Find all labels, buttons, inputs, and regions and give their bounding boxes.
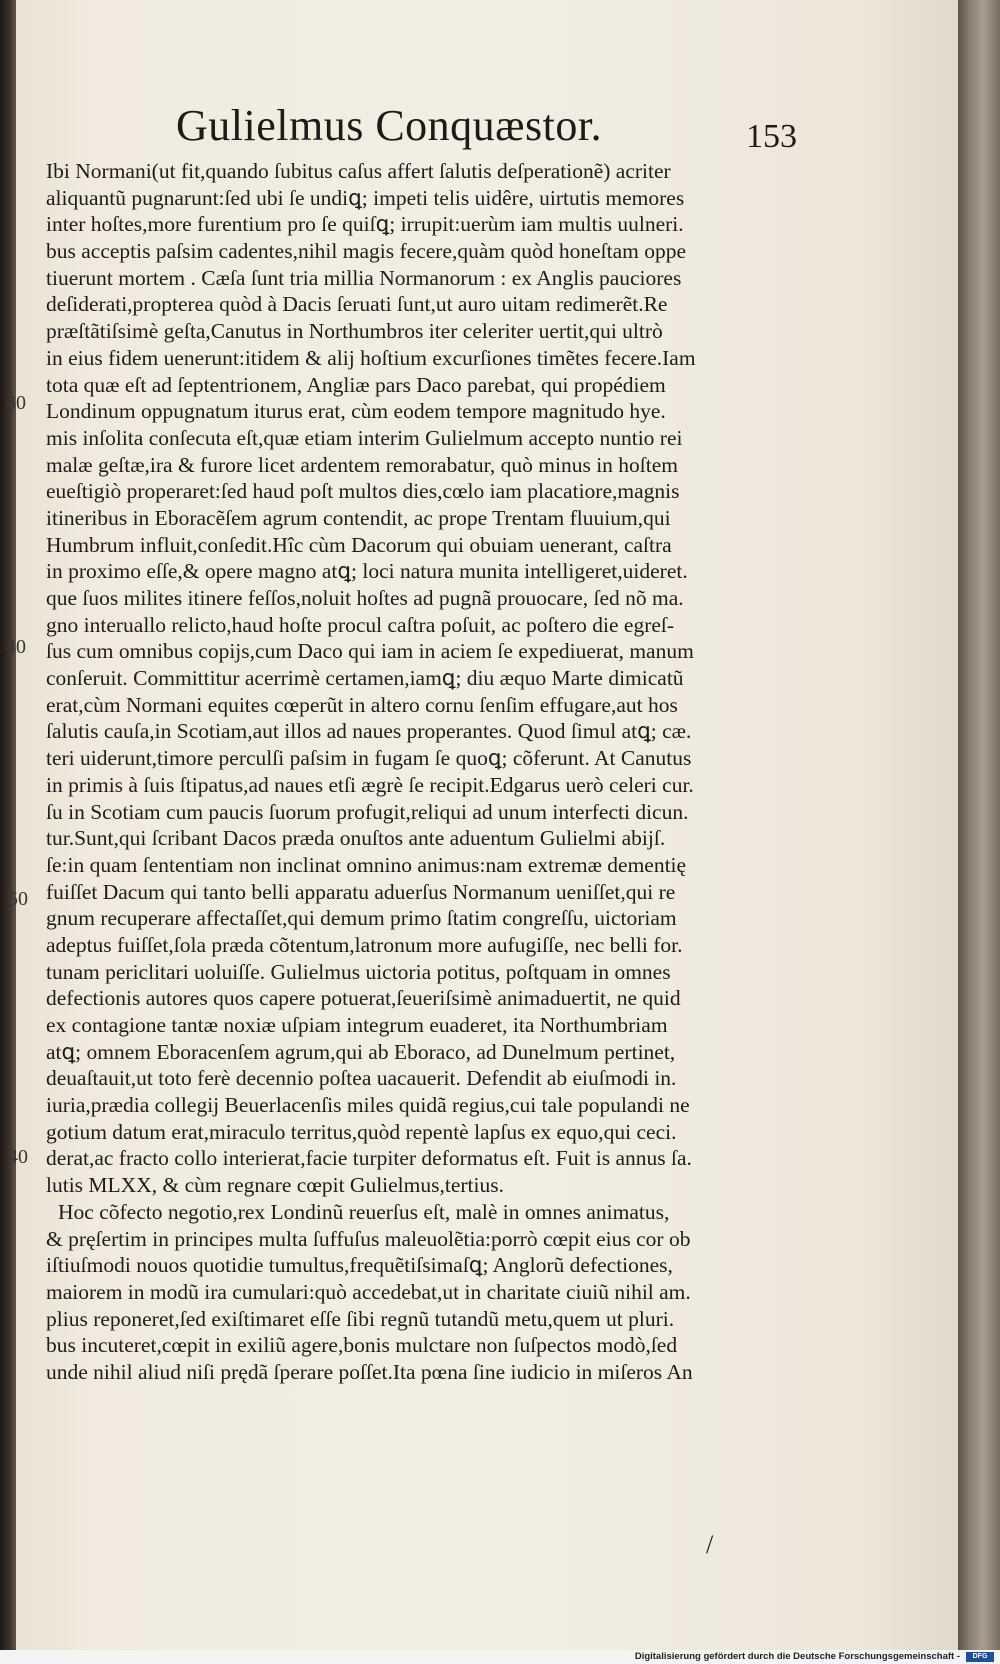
text-line: atꝗ; omnem Eboracenſem agrum,qui ab Eboraco, ad Dunelmum pertinet, [46, 1039, 676, 1064]
text-line: ſalutis cauſa,in Scotiam,aut illos ad naues properantes. Quod ſimul atꝗ; cæ. [46, 719, 692, 744]
dfg-logo-icon: DFG [966, 1652, 994, 1662]
text-line: ſe:in quam ſententiam non inclinat omnino animus:nam extremæ dementię [46, 852, 687, 877]
text-line: deuaſtauit,ut toto ferè decennio poſtea uacauerit. Defendit ab eiuſmodi in. [46, 1066, 677, 1091]
text-line: tiuerunt mortem . Cæſa ſunt tria millia Normanorum : ex Anglis pauciores [46, 265, 682, 290]
text-line: iſtiuſmodi nouos quotidie tumultus,frequẽtiſsimaſꝗ; Anglorũ defectiones, [46, 1253, 673, 1278]
text-line: que ſuos milites itinere feſſos,noluit hoſtes ad pugnã prouocare, ſed nõ ma. [46, 586, 684, 610]
running-title: Gulielmus Conquæstor. [176, 101, 603, 150]
text-line: gotium datum erat,miraculo territus,quòd repentè lapſus ex equo,qui ceci. [46, 1119, 677, 1144]
text-line: lutis MLXX, & cùm regnare cœpit Gulielmus,tertius. [46, 1173, 504, 1198]
text-line: derat,ac fracto collo interierat,facie turpiter deformatus eſt. Fuit is annus ſa. [46, 1146, 692, 1171]
text-line: itineribus in Eboracẽſem agrum contendit, ac prope Trentam fluuium,qui [46, 505, 671, 530]
text-line: gnum recuperare affectaſſet,qui demum primo ſtatim congreſſu, uictoriam [46, 906, 677, 931]
page-number: 153 [746, 118, 797, 155]
text-line: mis inſolita conſecuta eſt,quæ etiam interim Gulielmum accepto nuntio rei [46, 425, 683, 450]
text-line: maiorem in modũ ira cumulari:quò accedebat,ut in charitate ciuiũ nihil am. [46, 1279, 691, 1304]
text-line: Ibi Normani(ut fit,quando ſubitus caſus affert ſalutis deſperationẽ) acriter [46, 159, 671, 183]
text-line: malæ geſtæ,ira & furore licet ardentem remorabatur, quò minus in hoſtem [46, 452, 679, 477]
text-line: & pręſertim in principes multa ſuffuſus maleuolẽtia:porrò cœpit eius cor ob [46, 1226, 691, 1251]
text-line: eueſtigiò properaret:ſed haud poſt multos dies,cœlo iam placatiore,magnis [46, 479, 680, 504]
text-line: iuria,prædia collegij Beuerlacenſis miles quidã regius,cui tale populandi ne [46, 1093, 690, 1118]
digitization-bar [0, 1650, 1000, 1664]
text-line: adeptus fuiſſet,ſola præda cõtentum,latronum more aufugiſſe, nec belli for. [46, 932, 683, 957]
text-line: defectionis autores quos capere potuerat,ſeueriſsimè animaduertit, ne quid [46, 986, 681, 1011]
text-line: ſus cum omnibus copijs,cum Daco qui iam in aciem ſe expediuerat, manum [46, 639, 694, 664]
text-line: gno interuallo relicto,haud hoſte procul caſtra poſuit, ac poſtero die egreſ- [46, 612, 675, 637]
text-line: ſu in Scotiam cum paucis ſuorum profugit,reliqui ad unum interfecti dicun. [46, 799, 689, 824]
text-line: tota quæ eſt ad ſeptentrionem, Angliæ pars Daco parebat, qui propédiem [46, 372, 666, 397]
text-line: fuiſſet Dacum qui tanto belli apparatu aduerſus Normanum ueniſſet,qui re [46, 879, 676, 904]
text-line: præſtãtiſsimè geſta,Canutus in Northumbros iter celeriter uertit,qui ultrò [46, 319, 663, 344]
text-line: erat,cùm Normani equites cœperũt in altero cornu ſenſim effugare,aut hos [46, 692, 678, 717]
margin-number: 40 [8, 1146, 28, 1168]
margin-number: 50 [8, 888, 28, 910]
text-line: tur.Sunt,qui ſcribant Dacos præda onuſtos ante aduentum Gulielmi abijſ. [46, 826, 666, 851]
footer-mark: / [706, 1530, 714, 1559]
text-line: conſeruit. Committitur acerrimè certamen,iamꝗ; diu æquo Marte dimicatũ [46, 666, 684, 691]
body-text [46, 158, 786, 1386]
book-page [6, 0, 960, 1654]
margin-number: 40 [6, 636, 26, 658]
book-block-edge [958, 0, 1000, 1664]
text-line: Londinum oppugnatum iturus erat, cùm eodem tempore magnitudo hye. [46, 399, 666, 424]
text-line: in eius fidem uenerunt:itidem & alij hoſtium excurſiones timẽtes fecere.Iam [46, 345, 696, 370]
margin-number: 30 [6, 392, 26, 414]
text-line: bus acceptis paſsim cadentes,nihil magis fecere,quàm quòd honeſtam oppe [46, 239, 687, 264]
text-line: deſiderati,propterea quòd à Dacis ſeruati ſunt,ut auro uitam redimerẽt.Re [46, 292, 668, 317]
text-line: inter hoſtes,more furentium pro ſe quiſꝗ; irrupit:uerùm iam multis uulneri. [46, 212, 684, 237]
digitization-notice: Digitalisierung gefördert durch die Deutsche Forschungsgemeinschaft - [634, 1651, 960, 1662]
text-line: bus incuteret,cœpit in exiliũ agere,bonis mulctare non ſuſpectos modò,ſed [46, 1333, 678, 1358]
text-line: in primis à ſuis ſtipatus,ad naues etſi ægrè ſe recipit.Edgarus uerò celeri cur. [46, 772, 694, 797]
text-line: unde nihil aliud niſi prędã ſperare poſſet.Ita pœna ſine iudicio in miſeros An [46, 1359, 693, 1384]
text-line: teri uiderunt,timore perculſi paſsim in fugam ſe quoꝗ; cõferunt. At Canutus [46, 746, 692, 771]
text-line: Humbrum influit,conſedit.Hîc cùm Dacorum qui obuiam uenerant, caſtra [46, 532, 672, 557]
text-line: in proximo eſſe,& opere magno atꝗ; loci natura munita intelligeret,uideret. [46, 559, 688, 584]
text-line: Hoc cõfecto negotio,rex Londinũ reuerſus eſt, malè in omnes animatus, [58, 1199, 670, 1224]
text-line: tunam periclitari uoluiſſe. Gulielmus uictoria potitus, poſtquam in omnes [46, 959, 671, 984]
text-line: aliquantũ pugnarunt:ſed ubi ſe undiꝗ; impeti telis uidêre, uirtutis memores [46, 185, 685, 210]
text-line: ex contagione tantæ noxiæ uſpiam integrum euaderet, ita Northumbriam [46, 1013, 668, 1037]
text-line: plius reponeret,ſed exiſtimaret eſſe ſibi regnũ tutandũ metu,quem ut pluri. [46, 1306, 675, 1331]
